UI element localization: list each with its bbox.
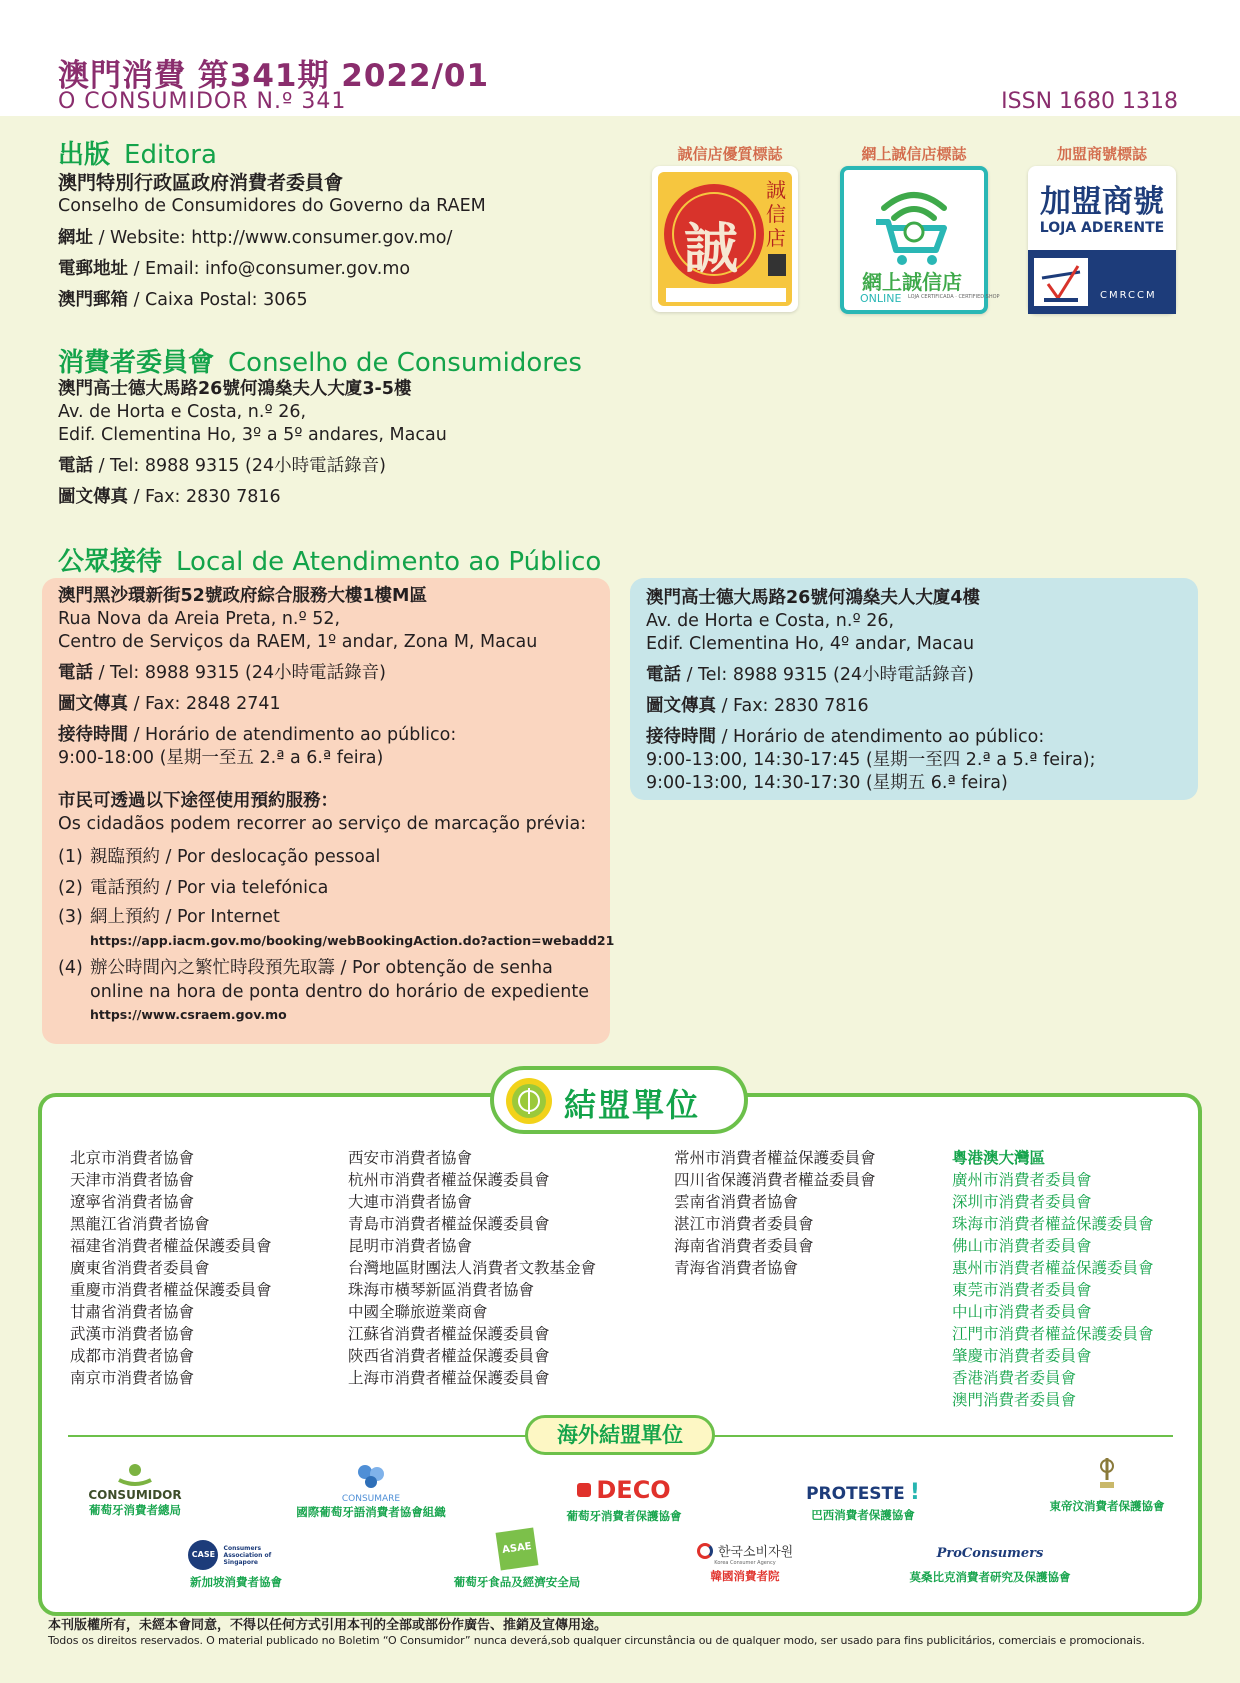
alliance-member: 四川省保護消費者權益委員會 (674, 1171, 876, 1189)
online-shop-badge (840, 166, 1000, 314)
alliance-member: 南京市消費者協會 (70, 1369, 195, 1387)
consumidor-logo-icon (115, 1462, 155, 1486)
org-label: 巴西消費者保護協會 (811, 1508, 915, 1522)
alliance-member: 江門市消費者權益保護委員會 (952, 1325, 1154, 1343)
alliance-col-2 (348, 1147, 596, 1389)
alliance-member: 福建省消費者權益保護委員會 (70, 1237, 272, 1255)
badge-label-member: 加盟商號標誌 (1056, 145, 1147, 163)
booking-item: (2) 電話預約 / Por via telefónica (58, 878, 329, 898)
org-consumidor (60, 1462, 210, 1518)
alliance-member: 廣東省消費者委員會 (70, 1259, 210, 1277)
alliance-member: 中國全聯旅遊業商會 (348, 1303, 488, 1321)
online-shop-en: ONLINE (860, 292, 902, 305)
alliance-member: 武漢市消費者協會 (70, 1325, 195, 1343)
org-deco (548, 1476, 700, 1524)
masthead-subtitle: O CONSUMIDOR N.º 341 (58, 89, 347, 114)
asae-logo-icon: ASAE (496, 1528, 539, 1571)
masthead-title: 澳門消費 第341期 2022/01 (58, 58, 490, 94)
case-logo-text: Consumers Association of Singapore (223, 1544, 272, 1566)
alliance-member: 遼寧省消費者協會 (70, 1193, 195, 1211)
postal-line: 澳門郵箱 / Caixa Postal: 3065 (58, 290, 308, 310)
conselho-heading-pt: Conselho de Consumidores (228, 348, 582, 378)
overseas-title: 海外結盟單位 (557, 1423, 683, 1447)
alliance-member: 肇慶市消費者委員會 (952, 1347, 1092, 1365)
booking-url-iacm[interactable]: https://app.iacm.gov.mo/booking/webBookingAction.do?action=webadd21 (90, 933, 615, 948)
member-shop-cn: 加盟商號 (1040, 184, 1164, 220)
korea-logo-icon (697, 1543, 713, 1559)
alliance-member: 惠州市消費者權益保護委員會 (952, 1259, 1154, 1277)
left-hours-label: 接待時間 / Horário de atendimento ao público: (58, 725, 457, 745)
alliance-col-1 (70, 1147, 272, 1389)
conselho-heading (58, 342, 582, 379)
member-shop-badge (1028, 166, 1176, 314)
consumidor-logo-text: CONSUMIDOR (88, 1488, 182, 1502)
alliance-member: 珠海市消費者權益保護委員會 (952, 1215, 1154, 1233)
alliance-member: 廣州市消費者委員會 (952, 1171, 1092, 1189)
booking-item4-cont: online na hora de ponta dentro do horário de expediente (90, 982, 590, 1002)
alliance-member: 上海市消費者權益保護委員會 (348, 1369, 550, 1387)
korea-logo-sub: Korea Consumer Agency (714, 1560, 776, 1566)
alliance-member: 香港消費者委員會 (952, 1369, 1077, 1387)
alliance-member: 澳門消費者委員會 (952, 1391, 1077, 1409)
alliance-title-pill (490, 1066, 748, 1134)
org-proteste (796, 1480, 930, 1523)
atendimento-heading-pt: Local de Atendimento ao Público (176, 547, 602, 577)
deco-logo-icon (577, 1483, 591, 1497)
consumare-logo-icon (351, 1462, 391, 1490)
alliance-member: 海南省消費者委員會 (674, 1237, 814, 1255)
alliance-member: 青海省消費者協會 (674, 1259, 799, 1277)
right-addr-pt1: Av. de Horta e Costa, n.º 26, (646, 611, 895, 631)
exclamation-icon: ! (909, 1480, 920, 1505)
booking-heading-cn: 市民可透過以下途徑使用預約服務： (58, 791, 338, 811)
alliance-member: 佛山市消費者委員會 (952, 1237, 1092, 1255)
alliance-col-4 (952, 1147, 1154, 1411)
consumare-logo-text: CONSUMARE (341, 1494, 401, 1504)
alliance-member: 黑龍江省消費者協會 (70, 1215, 210, 1233)
right-addr-cn: 澳門高士德大馬路26號何鴻燊夫人大廈4樓 (646, 588, 981, 608)
alliance-member: 天津市消費者協會 (70, 1171, 195, 1189)
copyright-cn: 本刊版權所有，未經本會同意，不得以任何方式引用本刊的全部或部份作廣告、推銷及宣傳用途。 (48, 1618, 608, 1633)
conselho-addr-cn: 澳門高士德大馬路26號何鴻燊夫人大廈3-5樓 (58, 379, 412, 399)
alliance-member: 甘肅省消費者協會 (70, 1303, 195, 1321)
proteste-logo-text: PROTESTE (806, 1484, 905, 1504)
quality-seal-char: 誠 (684, 217, 738, 280)
korea-logo-text: 한국소비자원 (717, 1545, 794, 1560)
booking-item: (4) 辦公時間內之繁忙時段預先取籌 / Por obtenção de senha (58, 958, 553, 978)
copyright-pt: Todos os direitos reservados. O material publicado no Boletim “O Consumidor” nunca deverá,sob qualquer circunstância ou de qualquer modo, ser usado para fins publicitários, comerciais e promocionais. (48, 1634, 1145, 1647)
right-addr-pt2: Edif. Clementina Ho, 4º andar, Macau (646, 634, 975, 654)
alliance-member: 台灣地區財團法人消費者文教基金會 (348, 1259, 597, 1277)
alliance-member: 東莞市消費者委員會 (952, 1281, 1092, 1299)
booking-item: (1) 親臨預約 / Por deslocação pessoal (58, 847, 381, 867)
email-link[interactable]: info@consumer.gov.mo (205, 259, 411, 279)
email-line: 電郵地址 / Email: info@consumer.gov.mo (58, 259, 411, 279)
badge-label-online: 網上誠信店標誌 (861, 145, 967, 163)
badge-label-quality: 誠信店優質標誌 (677, 145, 783, 163)
left-hours: 9:00-18:00 (星期一至五 2.ª a 6.ª feira) (58, 748, 384, 768)
alliance-member: 中山市消費者委員會 (952, 1303, 1092, 1321)
scale-icon (1034, 258, 1088, 306)
right-tel-line: 電話 / Tel: 8988 9315 (24小時電話錄音) (646, 665, 974, 685)
member-shop-sub: CMRCCM (1100, 290, 1157, 301)
org-case (168, 1540, 304, 1590)
online-shop-cn: 網上誠信店 (862, 270, 962, 294)
alliance-member: 常州市消費者權益保護委員會 (674, 1149, 876, 1167)
org-label: 國際葡萄牙語消費者協會組織 (296, 1505, 446, 1519)
website-line: 網址 / Website: http://www.consumer.gov.mo/ (58, 228, 453, 248)
org-label: 葡萄牙消費者總局 (89, 1503, 181, 1517)
right-hours-2: 9:00-13:00, 14:30-17:30 (星期五 6.ª feira) (646, 773, 1008, 793)
atendimento-heading (58, 541, 601, 578)
org-label: 葡萄牙食品及經濟安全局 (453, 1575, 581, 1589)
conselho-heading-cn: 消費者委員會 (58, 348, 215, 378)
deco-logo-text: DECO (596, 1476, 671, 1504)
editora-block (58, 168, 486, 316)
org-timor (1040, 1454, 1174, 1514)
right-hours-label: 接待時間 / Horário de atendimento ao público: (646, 727, 1045, 747)
alliance-member: 湛江市消費者委員會 (674, 1215, 814, 1233)
editora-org-cn: 澳門特別行政區政府消費者委員會 (58, 172, 344, 194)
alliance-member: 雲南省消費者協會 (674, 1193, 799, 1211)
member-shop-pt: LOJA ADERENTE (1039, 220, 1165, 236)
org-consumare (278, 1462, 464, 1520)
org-label: 葡萄牙消費者保護協會 (566, 1509, 682, 1523)
alliance-member: 陝西省消費者權益保護委員會 (348, 1347, 550, 1365)
left-fax-line: 圖文傳真 / Fax: 2848 2741 (58, 694, 281, 714)
editora-heading (58, 134, 217, 171)
alliance-member: 深圳市消費者委員會 (952, 1193, 1092, 1211)
quality-seal-side: 誠信店 (766, 178, 786, 250)
org-label: 韓國消費者院 (710, 1569, 780, 1583)
org-korea (680, 1540, 810, 1584)
alliance-member: 成都市消費者協會 (70, 1347, 195, 1365)
booking-url-csraem[interactable]: https://www.csraem.gov.mo (90, 1007, 287, 1022)
alliance-member: 重慶市消費者權益保護委員會 (70, 1281, 272, 1299)
alliance-member: 杭州市消費者權益保護委員會 (348, 1171, 550, 1189)
alliance-member: 西安市消費者協會 (348, 1149, 473, 1167)
conselho-block (58, 378, 447, 513)
overseas-title-pill (525, 1415, 715, 1455)
left-addr-cn: 澳門黑沙環新街52號政府綜合服務大樓1樓M區 (58, 586, 427, 606)
org-proconsumers (900, 1546, 1080, 1585)
quality-shop-badge (652, 166, 798, 312)
booking-item: (3) 網上預約 / Por Internet (58, 907, 280, 927)
alliance-member: 大連市消費者協會 (348, 1193, 473, 1211)
editora-heading-pt: Editora (124, 140, 217, 170)
alliance-member: 青島市消費者權益保護委員會 (348, 1215, 550, 1233)
booking-heading-pt: Os cidadãos podem recorrer ao serviço de marcação prévia: (58, 814, 587, 834)
org-label: 東帝汶消費者保護協會 (1049, 1499, 1165, 1513)
timor-emblem-icon (1092, 1454, 1122, 1494)
alliance-member: 昆明市消費者協會 (348, 1237, 473, 1255)
org-label: 莫桑比克消費者研究及保護協會 (909, 1570, 1071, 1584)
alliance-member: 北京市消費者協會 (70, 1149, 195, 1167)
org-label: 新加坡消費者協會 (190, 1575, 282, 1589)
org-asae (438, 1530, 596, 1590)
conselho-fax-line: 圖文傳真 / Fax: 2830 7816 (58, 487, 281, 507)
conselho-addr-pt2: Edif. Clementina Ho, 3º a 5º andares, Macau (58, 425, 447, 445)
alliance-col-3 (674, 1147, 876, 1279)
alliance-member: 江蘇省消費者權益保護委員會 (348, 1325, 550, 1343)
conselho-tel-line: 電話 / Tel: 8988 9315 (24小時電話錄音) (58, 456, 386, 476)
editora-org-pt: Conselho de Consumidores do Governo da RAEM (58, 196, 486, 216)
issn: ISSN 1680 1318 (1001, 89, 1178, 114)
alliance-emblem-icon (504, 1076, 554, 1126)
conselho-addr-pt1: Av. de Horta e Costa, n.º 26, (58, 402, 307, 422)
alliance-title: 結盟單位 (564, 1086, 701, 1124)
gba-heading: 粵港澳大灣區 (952, 1149, 1046, 1167)
proconsumers-logo-text: ProConsumers (936, 1546, 1044, 1561)
online-shop-small: LOJA CERTIFICADA · CERTIFIED SHOP (908, 294, 1000, 300)
right-hours-1: 9:00-13:00, 14:30-17:45 (星期一至四 2.ª a 5.ª feira); (646, 750, 1096, 770)
atendimento-right-content (646, 587, 1096, 795)
website-link[interactable]: http://www.consumer.gov.mo/ (191, 228, 453, 248)
left-addr-pt1: Rua Nova da Areia Preta, n.º 52, (58, 609, 341, 629)
editora-heading-cn: 出版 (58, 140, 111, 170)
left-tel-line: 電話 / Tel: 8988 9315 (24小時電話錄音) (58, 663, 386, 683)
atendimento-heading-cn: 公眾接待 (58, 547, 163, 577)
alliance-member: 珠海市橫琴新區消費者協會 (348, 1281, 535, 1299)
left-addr-pt2: Centro de Serviços da RAEM, 1º andar, Zona M, Macau (58, 632, 538, 652)
cart-wifi-icon (844, 170, 984, 270)
atendimento-left-content (58, 585, 614, 1026)
right-fax-line: 圖文傳真 / Fax: 2830 7816 (646, 696, 869, 716)
case-logo-icon: CASE (188, 1540, 218, 1570)
